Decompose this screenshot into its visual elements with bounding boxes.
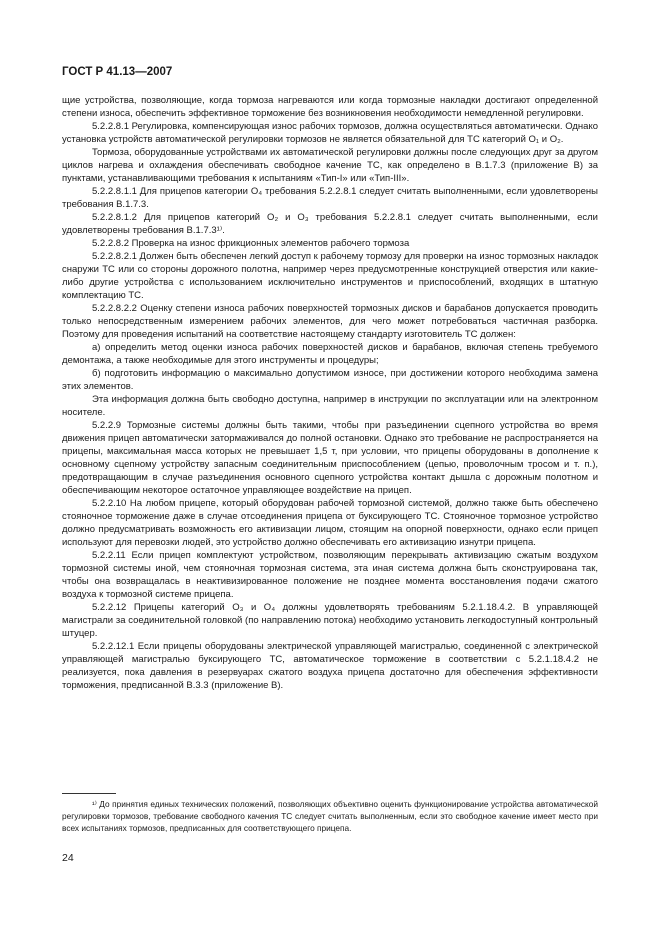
footnote: ¹⁾ До принятия единых технических положений, позволяющих объективно оценить функционирование устройства автоматической регулировки тормозов, требование свободного качения ТС следует считать выполненным, если это свободное качение имеет место при всех испытаниях тормозов, предписанных для соответствующего прицепа. xyxy=(62,799,598,833)
paragraph: 5.2.2.8.2.1 Должен быть обеспечен легкий доступ к рабочему тормозу для проверки на износ тормозных накладок снаружи ТС или со стороны дорожного полотна, например через предусмотренные конструкцией отверстия или какие-либо другие устройства с использованием исключительно инструментов и приспособлений, входящих в штатную комплектацию ТС. xyxy=(62,251,598,301)
document-header: ГОСТ Р 41.13—2007 xyxy=(62,66,173,78)
paragraph: 5.2.2.8.1.1 Для прицепов категории O₄ требования 5.2.2.8.1 следует считать выполненными, если удовлетворены требования В.1.7.3. xyxy=(62,186,598,210)
paragraph: Эта информация должна быть свободно доступна, например в инструкции по эксплуатации или на электронном носителе. xyxy=(62,394,598,418)
page-number: 24 xyxy=(62,852,74,864)
paragraph: 5.2.2.8.1 Регулировка, компенсирующая износ рабочих тормозов, должна осуществляться автоматически. Однако установка устройств автоматической регулировки тормозов не является обязательной для ТС категорий O₁ и O₂. xyxy=(62,121,598,145)
paragraph: 5.2.2.12.1 Если прицепы оборудованы электрической управляющей магистралью, соединенной с электрической управляющей магистралью буксирующего ТС, автоматическое торможение в соответствии с 5.2.1.18.4.2 не реализуется, пока давления в резервуарах сжатого воздуха прицепа достаточно для обеспечения эффективности торможения, предписанной В.3.3 (приложение В). xyxy=(62,641,598,691)
paragraph: 5.2.2.11 Если прицеп комплектуют устройством, позволяющим перекрывать активизацию сжатым воздухом тормозной системы иной, чем стояночная тормозная система, эта иная система должна быть сконструирована так, чтобы она возвращалась в неактивизированное положение не позднее момента восстановления подачи сжатого воздуха к тормозной системе прицепа. xyxy=(62,550,598,600)
paragraph: 5.2.2.10 На любом прицепе, который оборудован рабочей тормозной системой, должно также быть обеспечено стояночное торможение даже в случае отсоединения прицепа от буксирующего ТС. Стояночное тормозное устройство должно предусматривать возможность его активизации лицом, стоящим на опорной поверхности, однако если прицеп используют для перевозки людей, это устройство должно обеспечивать его активизацию изнутри прицепа. xyxy=(62,498,598,548)
paragraph: б) подготовить информацию о максимально допустимом износе, при достижении которого необходима замена этих элементов. xyxy=(62,368,598,392)
paragraph: щие устройства, позволяющие, когда тормоза нагреваются или когда тормозные накладки достигают определенной степени износа, обеспечить эффективное торможение без возникновения необходимости немедленной регулировки. xyxy=(62,95,598,119)
paragraph: 5.2.2.8.2 Проверка на износ фрикционных элементов рабочего тормоза xyxy=(92,238,410,249)
paragraph: а) определить метод оценки износа рабочих поверхностей дисков и барабанов, включая степень требуемого демонтажа, а также необходимые для этого инструменты и процедуры; xyxy=(62,342,598,366)
footnote-divider xyxy=(62,793,116,794)
paragraph: 5.2.2.9 Тормозные системы должны быть такими, чтобы при разъединении сцепного устройства во время движения прицеп автоматически затормаживался до полной остановки. Однако это требование не распространяется на прицепы, максимальная масса которых не превышает 1,5 т, при условии, что прицепы оборудованы в дополнение к основному сцепному устройству запасным соединительным приспособлением (цепью, проволочным тросом и т. п.), предотвращающим в случае разъединения основного сцепного устройства контакт дышла с дорожным полотном и обеспечивающим некоторое остаточное управляющее воздействие на прицеп. xyxy=(62,420,598,496)
paragraph: 5.2.2.8.1.2 Для прицепов категорий O₂ и O₃ требования 5.2.2.8.1 следует считать выполненными, если удовлетворены требования В.1.7.3¹⁾. xyxy=(62,212,598,236)
body-text xyxy=(62,94,598,692)
paragraph: 5.2.2.8.2.2 Оценку степени износа рабочих поверхностей тормозных дисков и барабанов допускается проводить только непосредственным измерением рабочих элементов, для чего может потребоваться частичная разборка. Поэтому для проведения испытаний на соответствие настоящему стандарту изготовитель ТС должен: xyxy=(62,303,598,340)
paragraph: Тормоза, оборудованные устройствами их автоматической регулировки должны после следующих друг за другом циклов нагрева и охлаждения обеспечивать свободное качение ТС, как определено в В.1.7.3 (приложение В) за пунктами, устанавливающими требования к испытаниям «Тип-I» или «Тип-III». xyxy=(62,147,598,184)
paragraph: 5.2.2.12 Прицепы категорий O₃ и O₄ должны удовлетворять требованиям 5.2.1.18.4.2. В управляющей магистрали за соединительной головкой (по направлению потока) необходимо установить легкодоступный контрольный штуцер. xyxy=(62,602,598,639)
